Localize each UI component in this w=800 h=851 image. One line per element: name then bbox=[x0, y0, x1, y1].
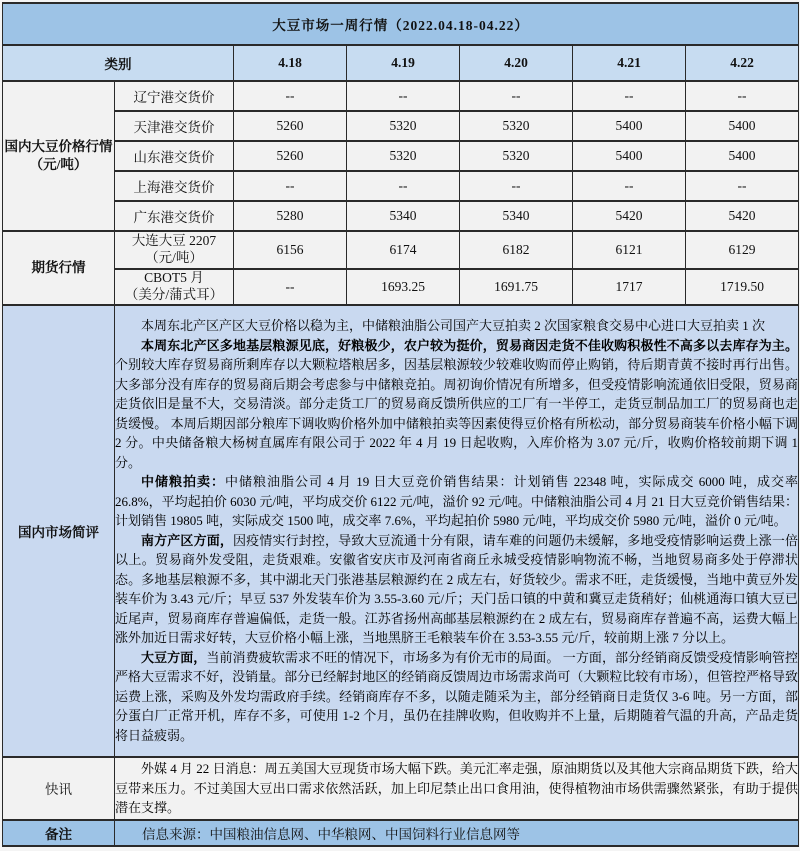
price-value: 5260 bbox=[234, 111, 347, 141]
price-value: -- bbox=[686, 171, 799, 201]
price-value: 5320 bbox=[347, 111, 460, 141]
table-row bbox=[3, 231, 799, 269]
price-value: 5280 bbox=[234, 201, 347, 231]
table-row bbox=[3, 111, 799, 141]
price-row-label: 上海港交货价 bbox=[115, 171, 234, 201]
futures-contract-name: 大连大豆 2207 bbox=[131, 233, 217, 249]
price-value: 5400 bbox=[573, 111, 686, 141]
futures-row-label bbox=[115, 231, 234, 269]
futures-value: 6182 bbox=[460, 231, 573, 269]
futures-value: 1691.75 bbox=[460, 269, 573, 305]
price-value: 5400 bbox=[573, 141, 686, 171]
price-value: -- bbox=[573, 171, 686, 201]
title-row bbox=[3, 3, 799, 45]
commentary-section-label: 国内市场简评 bbox=[3, 305, 115, 757]
table-row bbox=[3, 141, 799, 171]
date-header: 4.18 bbox=[234, 45, 347, 81]
info-source-text: 信息来源：中国粮油信息网、中华粮网、中国饲料行业信息网等 bbox=[115, 820, 799, 846]
commentary-paragraph-lead: 中储粮拍卖： bbox=[141, 474, 226, 490]
commentary-paragraph-lead: 大豆方面， bbox=[141, 649, 207, 665]
futures-contract-name: CBOT5 月 bbox=[144, 270, 204, 285]
futures-value: 1717 bbox=[573, 269, 686, 305]
commentary-paragraph-lead: 本周东北产区多地基层粮源见底，好粮极少，农户较为挺价，贸易商因走货不佳收购积极性不高多以去库存为主。 bbox=[141, 337, 799, 353]
price-value: 5400 bbox=[686, 141, 799, 171]
date-header: 4.22 bbox=[686, 45, 799, 81]
header-row bbox=[3, 45, 799, 81]
price-value: -- bbox=[460, 171, 573, 201]
futures-contract-unit: （元/吨） bbox=[145, 250, 203, 265]
commentary-paragraph-text: 本周东北产区产区大豆价格以稳为主，中储粮油脂公司国产大豆拍卖 2 次国家粮食交易中心进口大豆拍卖 1 次 bbox=[141, 318, 766, 334]
futures-value: 1693.25 bbox=[347, 269, 460, 305]
category-header: 类别 bbox=[3, 45, 234, 81]
date-header: 4.19 bbox=[347, 45, 460, 81]
commentary-paragraph-3 bbox=[115, 472, 798, 531]
table-row bbox=[3, 269, 799, 305]
price-value: 5420 bbox=[573, 201, 686, 231]
commentary-row bbox=[3, 305, 799, 757]
commentary-paragraph-1 bbox=[115, 316, 798, 336]
futures-value: 6156 bbox=[234, 231, 347, 269]
commentary-text-block bbox=[115, 305, 799, 757]
commentary-paragraph-text: 当前消费疲软需求不旺的情况下，市场多为有价无市的局面。 一方面，部分经销商反馈受疫情影响管控严格大豆需求不好，没销量。部分已经解封地区的经销商反馈周边市场需求尚可（大颗粒比较有市场），但管控严格导致运费上涨，采购及外发均需政府手续。经销商库存不多，以随走随采为主，部分经销商日走货仅 3-6 吨。另一方面，部分蛋白厂正常开机，库存不多，可使用 1-2 个月，虽仍在挂牌收购，但收购并不上量，后期随着气温的升高，产品走货将日益疲弱。 bbox=[115, 649, 799, 743]
price-value: 5320 bbox=[347, 141, 460, 171]
commentary-paragraph-2 bbox=[115, 336, 798, 473]
futures-value: 6174 bbox=[347, 231, 460, 269]
price-value: -- bbox=[234, 81, 347, 111]
news-text: 外媒 4 月 22 日消息：周五美国大豆现货市场大幅下跌。美元汇率走强，原油期货以及其他大宗商品期货下跌，给大豆带来压力。不过美国大豆出口需求依然活跃，加上印尼禁止出口食用油，使得植物油市场供需骤然紧张，有助于提供潜在支撑。 bbox=[115, 761, 799, 816]
commentary-paragraph-text: 中储粮油脂公司 4 月 19 日大豆竞价销售结果：计划销售 22348 吨，实际成交 6000 吨，成交率 26.8%，平均起拍价 6030 元/吨，平均成交价 6122 元/吨，溢价 92 元/吨。中储粮油脂公司 4 月 21 日大豆竞价销售结果：计划销售 19805 吨，实际成交 1500 吨，成交率 7.6%，平均起拍价 5980 元/吨，平均成交价 5980 元/吨，溢价 0 元/吨。 bbox=[115, 474, 799, 529]
price-row-label: 广东港交货价 bbox=[115, 201, 234, 231]
table-row bbox=[3, 81, 799, 111]
news-row bbox=[3, 757, 799, 820]
price-row-label: 山东港交货价 bbox=[115, 141, 234, 171]
commentary-paragraph-text: 个别较大库存贸易商所剩库存以大颗粒塔粮居多，因基层粮源较少较难收购而停止购销，待后期青黄不接时再行出售。大多部分没有库存的贸易商后期会考虑参与中储粮竞拍。周初询价情况有所增多，但受疫情影响流通依旧受限，贸易商走货依旧是量不大，交易清淡。部分走货工厂的贸易商反馈所供应的工厂有一半停工，走货豆制品加工厂的贸易商也走货缓慢。 本周后期因部分粮库下调收购价格外加中储粮拍卖等因素使得豆价格有所松动，部分贸易商装车价格小幅下调 2 分。中央储备粮大杨树直属库有限公司于 2022 年 4 月 19 日起收购，入库价格为 3.07 元/斤，收购价格较前期下调 1 分。 bbox=[115, 357, 799, 470]
price-row-label: 辽宁港交货价 bbox=[115, 81, 234, 111]
news-section-label: 快讯 bbox=[3, 757, 115, 820]
news-text-block bbox=[115, 757, 799, 820]
price-value: 5340 bbox=[347, 201, 460, 231]
commentary-paragraph-4 bbox=[115, 531, 798, 648]
price-section-label: 国内大豆价格行情（元/吨） bbox=[3, 81, 115, 231]
price-value: -- bbox=[347, 171, 460, 201]
futures-value: 1719.50 bbox=[686, 269, 799, 305]
price-value: 5260 bbox=[234, 141, 347, 171]
price-value: 5400 bbox=[686, 111, 799, 141]
price-value: -- bbox=[573, 81, 686, 111]
page-title: 大豆市场一周行情（2022.04.18-04.22） bbox=[3, 3, 799, 45]
remark-section-label: 备注 bbox=[3, 820, 115, 846]
price-value: -- bbox=[234, 171, 347, 201]
date-header: 4.21 bbox=[573, 45, 686, 81]
futures-contract-unit: （美分/蒲式耳） bbox=[124, 286, 224, 302]
table-row bbox=[3, 201, 799, 231]
price-value: -- bbox=[460, 81, 573, 111]
price-value: 5320 bbox=[460, 111, 573, 141]
futures-value: 6129 bbox=[686, 231, 799, 269]
date-header: 4.20 bbox=[460, 45, 573, 81]
price-row-label: 天津港交货价 bbox=[115, 111, 234, 141]
price-value: 5320 bbox=[460, 141, 573, 171]
table-row bbox=[3, 171, 799, 201]
commentary-paragraph-text: 因疫情实行封控，导致大豆流通十分有限，请车难的问题仍未缓解，多地受疫情影响运费上涨一倍以上。贸易商外发受阻，走货艰难。安徽省安庆市及河南省商丘永城受疫情影响物流不畅，当地贸易商多处于停滞状态。多地基层粮源不多，其中湖北天门张港基层粮源约在 2 成左右，好货较少。需求不旺，走货缓慢，当地中黄豆外发装车价为 3.43 元/斤；早豆 537 外发装车价为 3.55-3.60 元/斤；天门岳口镇的中黄和冀豆走货稍好；仙桃通海口镇大豆已近尾声，贸易商库存普遍偏低，走货一般。江苏省扬州高邮基层粮源约在 2 成左右，贸易商库存普遍不高，运费大幅上涨外加近日需求好转，大豆价格小幅上涨，当地黑脐王毛粮装车价在 3.53-3.55 元/斤，较前期上涨 7 分以上。 bbox=[115, 532, 799, 646]
price-value: 5340 bbox=[460, 201, 573, 231]
commentary-paragraph-5 bbox=[115, 648, 798, 746]
price-value: -- bbox=[686, 81, 799, 111]
futures-section-label: 期货行情 bbox=[3, 231, 115, 305]
soybean-weekly-report-table bbox=[2, 2, 799, 847]
futures-row-label bbox=[115, 269, 234, 305]
price-value: 5420 bbox=[686, 201, 799, 231]
commentary-paragraph-lead: 南方产区方面， bbox=[141, 532, 234, 548]
price-value: -- bbox=[347, 81, 460, 111]
futures-value: 6121 bbox=[573, 231, 686, 269]
remark-row bbox=[3, 820, 799, 846]
futures-value: -- bbox=[234, 269, 347, 305]
